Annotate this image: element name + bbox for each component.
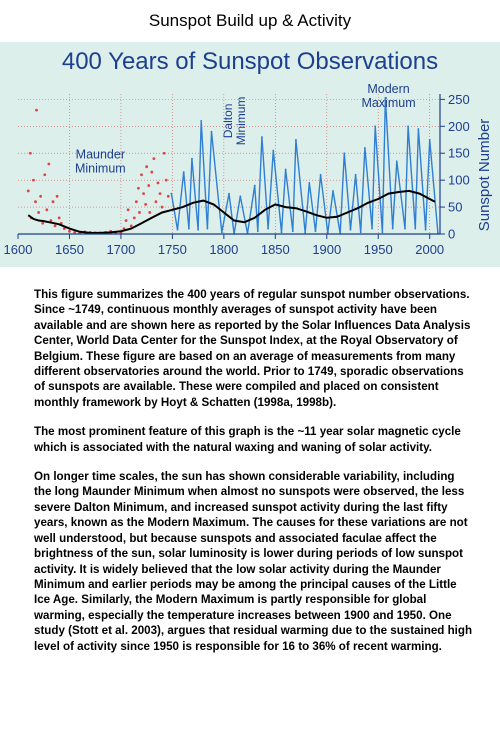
- early-observation-point: [125, 219, 128, 222]
- monthly-series-point: [407, 125, 409, 127]
- early-observation-point: [27, 190, 30, 193]
- early-observation-point: [56, 195, 59, 198]
- x-tick-label: 1650: [55, 242, 84, 257]
- early-observation-point: [34, 200, 37, 203]
- monthly-series-point: [272, 150, 274, 152]
- monthly-series-point: [281, 231, 283, 233]
- x-tick-label: 1900: [312, 242, 342, 257]
- x-tick-label: 1800: [209, 242, 239, 257]
- monthly-series-point: [315, 230, 317, 232]
- early-observation-point: [152, 157, 155, 160]
- early-observation-point: [52, 200, 55, 203]
- early-observation-point: [35, 109, 38, 112]
- monthly-series-point: [308, 182, 310, 184]
- monthly-series-point: [261, 136, 263, 138]
- y-axis-label: Sunspot Number: [476, 118, 493, 232]
- early-observation-point: [37, 211, 40, 214]
- x-tick-label: 1700: [106, 242, 136, 257]
- x-axis: [4, 234, 445, 257]
- early-observation-point: [32, 179, 35, 182]
- early-observation-point: [68, 230, 71, 233]
- y-tick-label: 200: [448, 118, 470, 134]
- early-observation-point: [165, 179, 168, 182]
- early-observation-point: [54, 225, 57, 228]
- x-tick-label: 1950: [363, 242, 393, 257]
- monthly-series-point: [371, 228, 373, 230]
- monthly-series-point: [197, 229, 199, 231]
- early-observation-point: [150, 171, 153, 174]
- monthly-series-point: [381, 231, 383, 233]
- y-tick-label: 250: [448, 91, 470, 107]
- x-tick-label: 2000: [415, 242, 445, 257]
- monthly-series-point: [267, 228, 269, 230]
- y-tick-label: 50: [448, 199, 463, 215]
- early-observation-point: [29, 152, 32, 155]
- early-observation-point: [144, 203, 147, 206]
- monthly-series-point: [360, 231, 362, 233]
- monthly-series-point: [200, 120, 202, 122]
- monthly-series-point: [292, 230, 294, 232]
- early-observation-point: [147, 184, 150, 187]
- monthly-series-point: [355, 174, 357, 176]
- paragraph-variability: On longer time scales, the sun has shown considerable variability, including the long Maunder Minimum when almost no sunspots were observed, the less severe Dalton Minimum, and increased sunspot activity during the last fifty years, known as the Modern Maximum. The causes for these variations are not well understood, but because sunspots and associated faculae affect the brightness of the sun, solar luminosity is lower during periods of low sunspot activity. It is widely believed that the low solar activity during the Maunder Minimum and earlier periods may be among the principal causes of the Little Ice Age. Similarly, the Modern Maximum is partly responsible for global warming, especially the temperature increases between 1900 and 1950. One study (Stott et al. 2003), argues that residual warming due to the sustained high level of activity since 1950 is responsible for 16 to 36% of recent warming.: [34, 470, 473, 653]
- early-observation-point: [138, 211, 141, 214]
- y-tick-label: 150: [448, 145, 470, 161]
- early-observation-point: [155, 200, 158, 203]
- annotation: [361, 82, 415, 110]
- monthly-series-point: [285, 168, 287, 170]
- monthly-series-point: [417, 128, 419, 130]
- annotation-dalton-minimum: [221, 97, 248, 146]
- annotation-line: Dalton: [221, 103, 236, 139]
- monthly-series-point: [170, 193, 172, 195]
- x-tick-label: 1600: [3, 242, 33, 257]
- early-observation-point: [130, 225, 133, 228]
- annotation-line: Minimum: [74, 161, 126, 176]
- early-observation-point: [127, 208, 130, 211]
- sunspot-chart: [0, 42, 500, 267]
- early-observation-point: [133, 216, 136, 219]
- chart-title: 400 Years of Sunspot Observations: [61, 48, 439, 75]
- annotation: [75, 148, 126, 176]
- early-observation-point: [161, 206, 164, 209]
- early-observation-point: [137, 187, 140, 190]
- early-observation-point: [135, 200, 138, 203]
- monthly-series-point: [425, 229, 427, 231]
- monthly-series-point: [295, 139, 297, 141]
- monthly-series-point: [257, 230, 259, 232]
- y-tick-label: 0: [448, 226, 456, 242]
- monthly-series-point: [332, 190, 334, 192]
- early-observation-point: [148, 211, 151, 214]
- monthly-series-point: [414, 228, 416, 230]
- early-observation-point: [163, 152, 166, 155]
- monthly-series-point: [320, 174, 322, 176]
- monthly-series-point: [183, 171, 185, 173]
- annotation-line: Maximum: [361, 95, 416, 110]
- annotation-line: Modern: [367, 81, 410, 96]
- early-observation-point: [157, 181, 160, 184]
- page-title: Sunspot Build up & Activity: [148, 11, 352, 30]
- x-tick-label: 1850: [260, 242, 290, 257]
- monthly-series-point: [254, 185, 256, 187]
- monthly-series-point: [350, 229, 352, 231]
- early-observation-point: [45, 208, 48, 211]
- monthly-series-point: [191, 158, 193, 160]
- monthly-series-point: [392, 228, 394, 230]
- monthly-series-point: [221, 231, 223, 233]
- paragraph-cycle: The most prominent feature of this graph is the ~11 year solar magnetic cycle which is associated with the natural waxing and waning of solar activity.: [34, 425, 461, 454]
- early-observation-point: [145, 165, 148, 168]
- monthly-series-point: [343, 152, 345, 154]
- monthly-series-point: [206, 228, 208, 230]
- early-observation-point: [58, 216, 61, 219]
- article-text: [34, 287, 474, 668]
- early-observation-point: [140, 173, 143, 176]
- monthly-series-point: [188, 228, 190, 230]
- monthly-series-point: [364, 147, 366, 149]
- monthly-series-point: [211, 131, 213, 133]
- early-observation-point: [142, 192, 145, 195]
- early-observation-point: [39, 195, 42, 198]
- monthly-series-point: [177, 229, 179, 231]
- early-observation-point: [41, 222, 44, 225]
- paragraph-intro: This figure summarizes the 400 years of regular sunspot number observations. Since ~1749, continuous monthly averages of sunspot activity have been available and are shown here as reported by the Solar Influences Data Analysis Center, World Data Center for the Sunspot Index, at the Royal Observatory of Belgium. These figure are based on an average of measurements from many different observatories around the world. Prior to 1749, sporadic observations of sunspots are available. These were compiled and placed on consistent monthly framework by Hoyt & Schatten (1998a, 1998b).: [34, 288, 471, 409]
- monthly-series-point: [429, 139, 431, 141]
- monthly-series-point: [239, 195, 241, 197]
- annotation-line: Maunder: [75, 147, 126, 162]
- y-tick-label: 100: [448, 172, 470, 188]
- annotation-line: Minimum: [234, 96, 249, 146]
- early-observation-point: [47, 163, 50, 166]
- early-observation-point: [159, 192, 162, 195]
- early-observation-point: [167, 195, 170, 198]
- monthly-series-point: [374, 125, 376, 127]
- monthly-series-point: [228, 193, 230, 195]
- x-tick-label: 1750: [157, 242, 187, 257]
- monthly-series-point: [404, 228, 406, 230]
- monthly-series-point: [396, 160, 398, 162]
- early-observation-point: [43, 173, 46, 176]
